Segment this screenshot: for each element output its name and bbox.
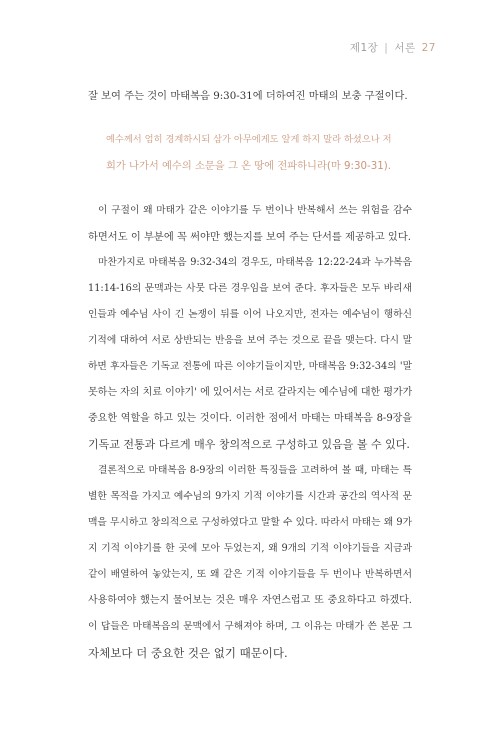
paragraph-line: 하면서도 이 부분에 꼭 써야만 했는지를 보여 주는 단서를 제공하고 있다. [88,231,411,243]
paragraph-line: 자체보다 더 중요한 것은 없기 때문이다. [88,646,288,660]
paragraph-line: 결론적으로 마태복음 8-9장의 이러한 특징들을 고려하여 볼 때, 마태는 특 [98,465,412,476]
section-label: 서론 [394,42,416,54]
paragraph-line: 같이 배열하여 놓았는지, 또 왜 같은 기적 이야기들을 두 번이나 반복하면서 [88,569,412,580]
paragraph-line: 맥을 무시하고 창의적으로 구성하였다고 말할 수 있다. 따라서 마태는 왜 9가 [88,517,412,528]
intro-line: 잘 보여 주는 것이 마태복음 9:30-31에 더하여진 마태의 보충 구절이다. [88,90,408,102]
paragraph-line: 이 구절이 왜 마태가 같은 이야기를 두 번이나 반복해서 쓰는 위험을 감수 [98,205,412,216]
paragraph-line: 인들과 예수님 사이 긴 논쟁이 뒤를 이어 나오지만, 전자는 예수님이 행하신 [88,309,412,320]
quote-line: 예수께서 엄히 경계하시되 삼가 아무에게도 알게 하지 말라 하셨으나 저 [106,134,392,145]
paragraph-line: 하면 후자들은 기독교 전통에 따른 이야기들이지만, 마태복음 9:32-34의 '말 [88,361,412,372]
quote-line: 희가 나가서 예수의 소문을 그 온 땅에 전파하니라(마 9:30-31). [106,160,392,172]
paragraph-line: 지 기적 이야기를 한 곳에 모아 두었는지, 왜 9개의 기적 이야기들을 지금과 [88,543,412,554]
paragraph-line: 못하는 자의 치료 이야기' 에 있어서는 서로 갈라지는 예수님에 대한 평가가 [88,387,412,398]
paragraph-line: 11:14-16의 문맥과는 사뭇 다른 경우임을 보여 준다. 후자들은 모두 바리새 [88,283,412,294]
paragraph-line: 사용하여야 했는지 물어보는 것은 매우 자연스럽고 또 중요하다고 하겠다. [88,595,412,606]
paragraph-line: 이 답들은 마태복음의 문맥에서 구해져야 하며, 그 이유는 마태가 쓴 본문 그 [88,621,412,632]
header-separator: | [384,42,389,54]
paragraph-line: 기독교 전통과 다르게 매우 창의적으로 구성하고 있음을 볼 수 있다. [88,438,410,451]
paragraph-line: 기적에 대하여 서로 상반되는 반응을 보여 주는 것으로 끝을 맺는다. 다시 말 [88,335,412,346]
chapter-label: 제1장 [349,42,379,54]
paragraph-line: 중요한 역할을 하고 있는 것이다. 이러한 점에서 마태는 마태복음 8-9장을 [88,413,412,424]
paragraph-line: 마찬가지로 마태복음 9:32-34의 경우도, 마태복음 12:22-24과 누가복음 [98,257,412,268]
page-number: 27 [421,42,436,54]
paragraph-line: 별한 목적을 가지고 예수님의 9가지 기적 이야기를 시간과 공간의 역사적 문 [88,491,412,502]
running-head [350,40,436,55]
